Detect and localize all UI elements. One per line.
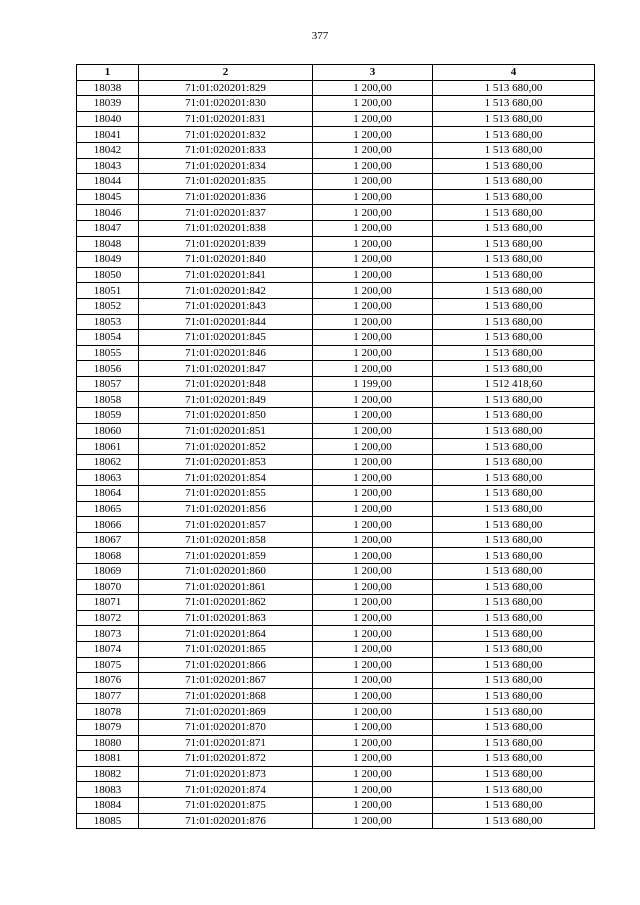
row-number-cell: 18053: [77, 314, 139, 330]
table-row: [77, 610, 595, 626]
table-row: [77, 579, 595, 595]
table-row: [77, 127, 595, 143]
value-cell: 1 513 680,00: [433, 626, 595, 642]
cadastral-number-cell: 71:01:020201:861: [139, 579, 313, 595]
table-row: [77, 267, 595, 283]
cadastral-number-cell: 71:01:020201:863: [139, 610, 313, 626]
value-cell: 1 513 680,00: [433, 595, 595, 611]
table-row: [77, 423, 595, 439]
area-cell: 1 200,00: [313, 548, 433, 564]
row-number-cell: 18044: [77, 174, 139, 190]
row-number-cell: 18058: [77, 392, 139, 408]
area-cell: 1 200,00: [313, 751, 433, 767]
table-row: [77, 751, 595, 767]
row-number-cell: 18068: [77, 548, 139, 564]
table-row: [77, 766, 595, 782]
value-cell: 1 513 680,00: [433, 267, 595, 283]
table-row: [77, 454, 595, 470]
table-row: [77, 719, 595, 735]
cadastral-number-cell: 71:01:020201:831: [139, 111, 313, 127]
cadastral-number-cell: 71:01:020201:841: [139, 267, 313, 283]
row-number-cell: 18084: [77, 797, 139, 813]
table-row: [77, 797, 595, 813]
row-number-cell: 18076: [77, 673, 139, 689]
table-row: [77, 205, 595, 221]
area-cell: 1 200,00: [313, 486, 433, 502]
cadastral-number-cell: 71:01:020201:830: [139, 96, 313, 112]
cadastral-number-cell: 71:01:020201:836: [139, 189, 313, 205]
table-row: [77, 532, 595, 548]
table-row: [77, 80, 595, 96]
value-cell: 1 513 680,00: [433, 174, 595, 190]
table-row: [77, 408, 595, 424]
area-cell: 1 200,00: [313, 345, 433, 361]
value-cell: 1 513 680,00: [433, 439, 595, 455]
area-cell: 1 200,00: [313, 532, 433, 548]
area-cell: 1 200,00: [313, 439, 433, 455]
table-row: [77, 330, 595, 346]
area-cell: 1 200,00: [313, 454, 433, 470]
area-cell: 1 200,00: [313, 735, 433, 751]
value-cell: 1 513 680,00: [433, 330, 595, 346]
table-row: [77, 486, 595, 502]
row-number-cell: 18065: [77, 501, 139, 517]
row-number-cell: 18079: [77, 719, 139, 735]
table-row: [77, 501, 595, 517]
row-number-cell: 18081: [77, 751, 139, 767]
area-cell: 1 200,00: [313, 766, 433, 782]
row-number-cell: 18059: [77, 408, 139, 424]
row-number-cell: 18057: [77, 376, 139, 392]
table-row: [77, 158, 595, 174]
area-cell: 1 200,00: [313, 719, 433, 735]
cadastral-number-cell: 71:01:020201:874: [139, 782, 313, 798]
table-row: [77, 392, 595, 408]
table-row: [77, 376, 595, 392]
row-number-cell: 18063: [77, 470, 139, 486]
value-cell: 1 513 680,00: [433, 392, 595, 408]
value-cell: 1 513 680,00: [433, 813, 595, 829]
table-row: [77, 439, 595, 455]
value-cell: 1 513 680,00: [433, 517, 595, 533]
area-cell: 1 200,00: [313, 205, 433, 221]
value-cell: 1 513 680,00: [433, 236, 595, 252]
cadastral-number-cell: 71:01:020201:835: [139, 174, 313, 190]
area-cell: 1 200,00: [313, 252, 433, 268]
value-cell: 1 513 680,00: [433, 220, 595, 236]
row-number-cell: 18074: [77, 641, 139, 657]
area-cell: 1 200,00: [313, 267, 433, 283]
cadastral-number-cell: 71:01:020201:853: [139, 454, 313, 470]
table-row: [77, 813, 595, 829]
table-row: [77, 704, 595, 720]
value-cell: 1 513 680,00: [433, 782, 595, 798]
row-number-cell: 18066: [77, 517, 139, 533]
value-cell: 1 513 680,00: [433, 735, 595, 751]
area-cell: 1 200,00: [313, 610, 433, 626]
cadastral-number-cell: 71:01:020201:842: [139, 283, 313, 299]
row-number-cell: 18049: [77, 252, 139, 268]
area-cell: 1 200,00: [313, 641, 433, 657]
row-number-cell: 18082: [77, 766, 139, 782]
table-row: [77, 111, 595, 127]
row-number-cell: 18056: [77, 361, 139, 377]
row-number-cell: 18051: [77, 283, 139, 299]
cadastral-number-cell: 71:01:020201:829: [139, 80, 313, 96]
row-number-cell: 18064: [77, 486, 139, 502]
row-number-cell: 18077: [77, 688, 139, 704]
table-row: [77, 626, 595, 642]
column-header: 2: [139, 65, 313, 81]
value-cell: 1 513 680,00: [433, 142, 595, 158]
area-cell: 1 200,00: [313, 127, 433, 143]
table-header-row: [77, 65, 595, 81]
cadastral-number-cell: 71:01:020201:846: [139, 345, 313, 361]
cadastral-number-cell: 71:01:020201:862: [139, 595, 313, 611]
value-cell: 1 513 680,00: [433, 751, 595, 767]
row-number-cell: 18071: [77, 595, 139, 611]
cadastral-number-cell: 71:01:020201:869: [139, 704, 313, 720]
value-cell: 1 513 680,00: [433, 189, 595, 205]
area-cell: 1 200,00: [313, 220, 433, 236]
row-number-cell: 18042: [77, 142, 139, 158]
land-plots-table: [76, 64, 595, 829]
cadastral-number-cell: 71:01:020201:865: [139, 641, 313, 657]
cadastral-number-cell: 71:01:020201:860: [139, 564, 313, 580]
cadastral-number-cell: 71:01:020201:866: [139, 657, 313, 673]
value-cell: 1 513 680,00: [433, 470, 595, 486]
value-cell: 1 513 680,00: [433, 252, 595, 268]
table-row: [77, 142, 595, 158]
cadastral-number-cell: 71:01:020201:856: [139, 501, 313, 517]
cadastral-number-cell: 71:01:020201:855: [139, 486, 313, 502]
value-cell: 1 513 680,00: [433, 532, 595, 548]
area-cell: 1 200,00: [313, 408, 433, 424]
column-header: 1: [77, 65, 139, 81]
table-row: [77, 782, 595, 798]
row-number-cell: 18070: [77, 579, 139, 595]
value-cell: 1 513 680,00: [433, 579, 595, 595]
row-number-cell: 18055: [77, 345, 139, 361]
area-cell: 1 200,00: [313, 657, 433, 673]
value-cell: 1 513 680,00: [433, 283, 595, 299]
table-row: [77, 735, 595, 751]
page-number: 377: [311, 30, 329, 42]
table-row: [77, 236, 595, 252]
row-number-cell: 18069: [77, 564, 139, 580]
area-cell: 1 200,00: [313, 782, 433, 798]
row-number-cell: 18067: [77, 532, 139, 548]
row-number-cell: 18054: [77, 330, 139, 346]
value-cell: 1 513 680,00: [433, 564, 595, 580]
cadastral-number-cell: 71:01:020201:849: [139, 392, 313, 408]
row-number-cell: 18075: [77, 657, 139, 673]
value-cell: 1 513 680,00: [433, 454, 595, 470]
cadastral-number-cell: 71:01:020201:870: [139, 719, 313, 735]
cadastral-number-cell: 71:01:020201:838: [139, 220, 313, 236]
area-cell: 1 200,00: [313, 158, 433, 174]
cadastral-number-cell: 71:01:020201:875: [139, 797, 313, 813]
cadastral-number-cell: 71:01:020201:840: [139, 252, 313, 268]
value-cell: 1 513 680,00: [433, 719, 595, 735]
value-cell: 1 513 680,00: [433, 298, 595, 314]
row-number-cell: 18080: [77, 735, 139, 751]
table-row: [77, 252, 595, 268]
row-number-cell: 18050: [77, 267, 139, 283]
table-row: [77, 314, 595, 330]
row-number-cell: 18060: [77, 423, 139, 439]
table-row: [77, 564, 595, 580]
area-cell: 1 200,00: [313, 80, 433, 96]
area-cell: 1 200,00: [313, 517, 433, 533]
value-cell: 1 513 680,00: [433, 408, 595, 424]
area-cell: 1 200,00: [313, 813, 433, 829]
cadastral-number-cell: 71:01:020201:876: [139, 813, 313, 829]
value-cell: 1 513 680,00: [433, 345, 595, 361]
value-cell: 1 513 680,00: [433, 205, 595, 221]
row-number-cell: 18041: [77, 127, 139, 143]
row-number-cell: 18072: [77, 610, 139, 626]
area-cell: 1 200,00: [313, 626, 433, 642]
value-cell: 1 513 680,00: [433, 641, 595, 657]
row-number-cell: 18073: [77, 626, 139, 642]
cadastral-number-cell: 71:01:020201:868: [139, 688, 313, 704]
area-cell: 1 200,00: [313, 704, 433, 720]
area-cell: 1 200,00: [313, 283, 433, 299]
value-cell: 1 513 680,00: [433, 704, 595, 720]
table-row: [77, 548, 595, 564]
row-number-cell: 18043: [77, 158, 139, 174]
table-row: [77, 470, 595, 486]
cadastral-number-cell: 71:01:020201:857: [139, 517, 313, 533]
value-cell: 1 513 680,00: [433, 610, 595, 626]
cadastral-number-cell: 71:01:020201:843: [139, 298, 313, 314]
cadastral-number-cell: 71:01:020201:859: [139, 548, 313, 564]
value-cell: 1 513 680,00: [433, 158, 595, 174]
table-row: [77, 595, 595, 611]
area-cell: 1 200,00: [313, 330, 433, 346]
area-cell: 1 200,00: [313, 96, 433, 112]
cadastral-number-cell: 71:01:020201:864: [139, 626, 313, 642]
value-cell: 1 512 418,60: [433, 376, 595, 392]
value-cell: 1 513 680,00: [433, 96, 595, 112]
area-cell: 1 200,00: [313, 314, 433, 330]
table-row: [77, 641, 595, 657]
table-row: [77, 96, 595, 112]
row-number-cell: 18083: [77, 782, 139, 798]
value-cell: 1 513 680,00: [433, 314, 595, 330]
area-cell: 1 200,00: [313, 174, 433, 190]
table-row: [77, 517, 595, 533]
cadastral-number-cell: 71:01:020201:833: [139, 142, 313, 158]
value-cell: 1 513 680,00: [433, 111, 595, 127]
value-cell: 1 513 680,00: [433, 361, 595, 377]
column-header: 4: [433, 65, 595, 81]
value-cell: 1 513 680,00: [433, 797, 595, 813]
cadastral-number-cell: 71:01:020201:867: [139, 673, 313, 689]
cadastral-number-cell: 71:01:020201:850: [139, 408, 313, 424]
table-row: [77, 174, 595, 190]
area-cell: 1 200,00: [313, 189, 433, 205]
value-cell: 1 513 680,00: [433, 673, 595, 689]
table-row: [77, 220, 595, 236]
table-row: [77, 688, 595, 704]
cadastral-number-cell: 71:01:020201:858: [139, 532, 313, 548]
area-cell: 1 200,00: [313, 673, 433, 689]
value-cell: 1 513 680,00: [433, 501, 595, 517]
cadastral-number-cell: 71:01:020201:847: [139, 361, 313, 377]
table-body: [77, 80, 595, 829]
cadastral-number-cell: 71:01:020201:845: [139, 330, 313, 346]
value-cell: 1 513 680,00: [433, 688, 595, 704]
cadastral-number-cell: 71:01:020201:851: [139, 423, 313, 439]
row-number-cell: 18047: [77, 220, 139, 236]
row-number-cell: 18061: [77, 439, 139, 455]
cadastral-number-cell: 71:01:020201:871: [139, 735, 313, 751]
cadastral-number-cell: 71:01:020201:839: [139, 236, 313, 252]
area-cell: 1 200,00: [313, 392, 433, 408]
area-cell: 1 200,00: [313, 361, 433, 377]
area-cell: 1 200,00: [313, 564, 433, 580]
cadastral-number-cell: 71:01:020201:844: [139, 314, 313, 330]
table-row: [77, 673, 595, 689]
value-cell: 1 513 680,00: [433, 766, 595, 782]
table-row: [77, 189, 595, 205]
value-cell: 1 513 680,00: [433, 486, 595, 502]
value-cell: 1 513 680,00: [433, 80, 595, 96]
cadastral-number-cell: 71:01:020201:872: [139, 751, 313, 767]
table-row: [77, 361, 595, 377]
value-cell: 1 513 680,00: [433, 548, 595, 564]
cadastral-number-cell: 71:01:020201:854: [139, 470, 313, 486]
row-number-cell: 18045: [77, 189, 139, 205]
cadastral-number-cell: 71:01:020201:873: [139, 766, 313, 782]
area-cell: 1 200,00: [313, 298, 433, 314]
area-cell: 1 200,00: [313, 423, 433, 439]
row-number-cell: 18052: [77, 298, 139, 314]
cadastral-number-cell: 71:01:020201:832: [139, 127, 313, 143]
cadastral-number-cell: 71:01:020201:834: [139, 158, 313, 174]
column-header: 3: [313, 65, 433, 81]
area-cell: 1 200,00: [313, 236, 433, 252]
row-number-cell: 18048: [77, 236, 139, 252]
table-row: [77, 345, 595, 361]
row-number-cell: 18039: [77, 96, 139, 112]
area-cell: 1 200,00: [313, 501, 433, 517]
cadastral-number-cell: 71:01:020201:848: [139, 376, 313, 392]
table-row: [77, 298, 595, 314]
value-cell: 1 513 680,00: [433, 657, 595, 673]
row-number-cell: 18038: [77, 80, 139, 96]
row-number-cell: 18085: [77, 813, 139, 829]
area-cell: 1 200,00: [313, 142, 433, 158]
cadastral-number-cell: 71:01:020201:852: [139, 439, 313, 455]
cadastral-number-cell: 71:01:020201:837: [139, 205, 313, 221]
area-cell: 1 199,00: [313, 376, 433, 392]
row-number-cell: 18046: [77, 205, 139, 221]
row-number-cell: 18062: [77, 454, 139, 470]
value-cell: 1 513 680,00: [433, 127, 595, 143]
value-cell: 1 513 680,00: [433, 423, 595, 439]
area-cell: 1 200,00: [313, 470, 433, 486]
area-cell: 1 200,00: [313, 111, 433, 127]
area-cell: 1 200,00: [313, 595, 433, 611]
row-number-cell: 18078: [77, 704, 139, 720]
area-cell: 1 200,00: [313, 688, 433, 704]
table-row: [77, 283, 595, 299]
area-cell: 1 200,00: [313, 797, 433, 813]
row-number-cell: 18040: [77, 111, 139, 127]
table-row: [77, 657, 595, 673]
area-cell: 1 200,00: [313, 579, 433, 595]
